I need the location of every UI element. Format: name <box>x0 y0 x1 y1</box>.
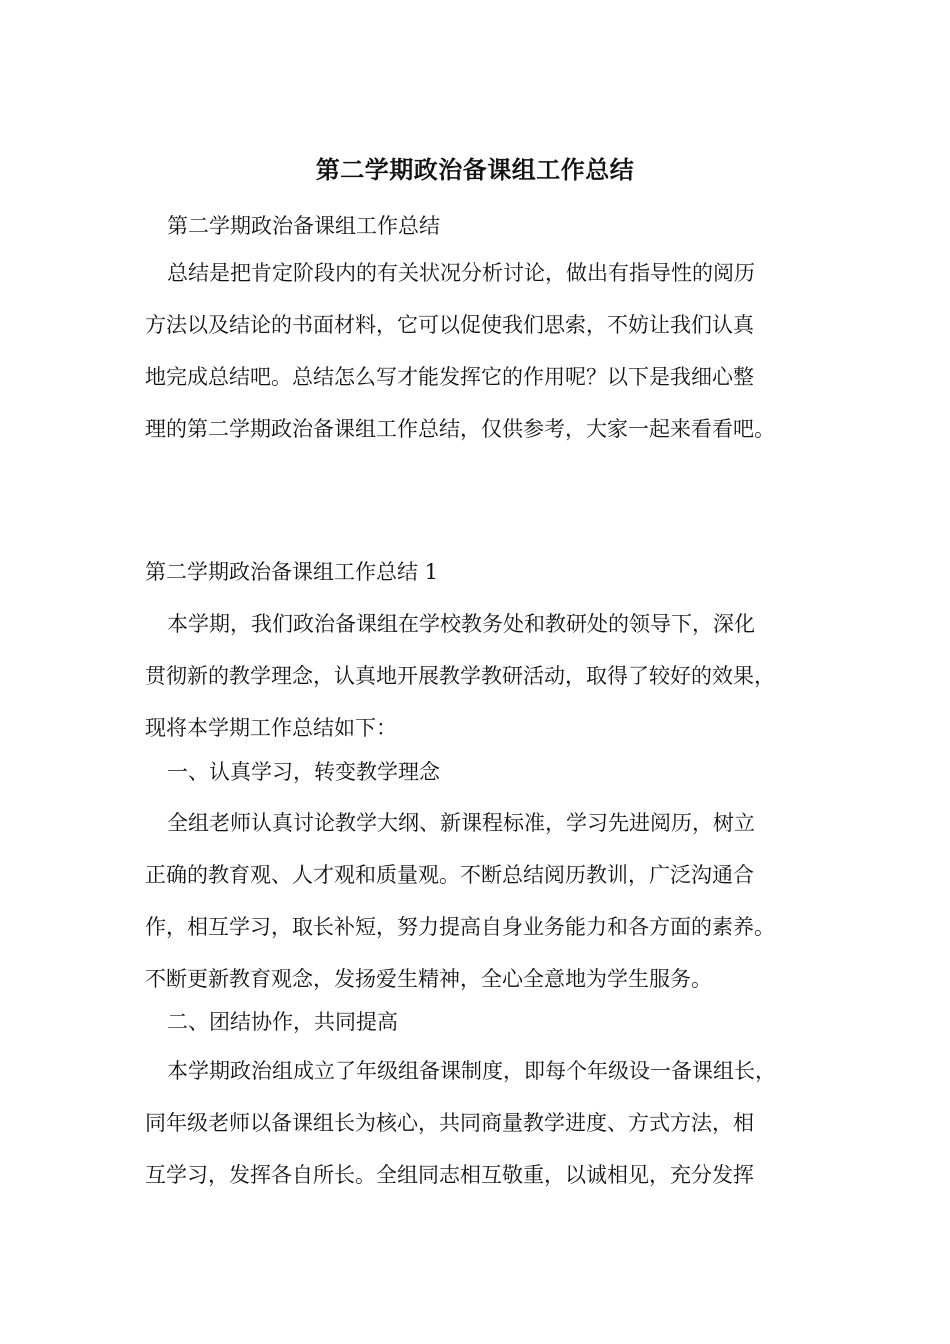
paragraph-line: 作，相互学习，取长补短，努力提高自身业务能力和各方面的素养。 <box>145 915 775 939</box>
subheading-one <box>145 746 835 798</box>
section-heading <box>145 546 835 598</box>
paragraph-line: 正确的教育观、人才观和质量观。不断总结阅历教训，广泛沟通合 <box>145 863 754 887</box>
intro-paragraph <box>145 247 835 455</box>
section-intro-paragraph <box>145 598 835 754</box>
paragraph-line: 同年级老师以备课组长为核心，共同商量教学进度、方式方法，相 <box>145 1111 754 1135</box>
document-subtitle <box>145 200 835 252</box>
paragraph-line: 互学习，发挥各自所长。全组同志相互敬重，以诚相见，充分发挥 <box>145 1163 754 1187</box>
subheading-text: 一、认真学习，转变教学理念 <box>167 760 440 784</box>
subheading-two <box>145 996 835 1048</box>
paragraph-line: 贯彻新的教学理念，认真地开展教学教研活动，取得了较好的效果， <box>145 664 775 688</box>
subheading-text: 二、团结协作，共同提高 <box>167 1010 398 1034</box>
paragraph-one <box>145 797 835 1005</box>
intro-line: 方法以及结论的书面材料，它可以促使我们思索，不妨让我们认真 <box>145 313 754 337</box>
paragraph-line: 全组老师认真讨论教学大纲、新课程标准，学习先进阅历，树立 <box>167 811 755 835</box>
intro-line: 地完成总结吧。总结怎么写才能发挥它的作用呢？以下是我细心整 <box>145 365 754 389</box>
intro-line: 理的第二学期政治备课组工作总结，仅供参考，大家一起来看看吧。 <box>145 417 775 441</box>
document-title: 第二学期政治备课组工作总结 <box>315 155 635 184</box>
paragraph-line: 本学期，我们政治备课组在学校教务处和教研处的领导下，深化 <box>167 612 755 636</box>
paragraph-line: 现将本学期工作总结如下： <box>145 716 397 740</box>
paragraph-line: 不断更新教育观念，发扬爱生精神，全心全意地为学生服务。 <box>145 967 712 991</box>
paragraph-line: 本学期政治组成立了年级组备课制度，即每个年级设一备课组长， <box>167 1059 776 1083</box>
intro-line: 总结是把肯定阶段内的有关状况分析讨论，做出有指导性的阅历 <box>167 261 755 285</box>
section-heading-text: 第二学期政治备课组工作总结 1 <box>145 560 439 584</box>
subtitle-text: 第二学期政治备课组工作总结 <box>167 214 440 238</box>
paragraph-two <box>145 1045 835 1201</box>
